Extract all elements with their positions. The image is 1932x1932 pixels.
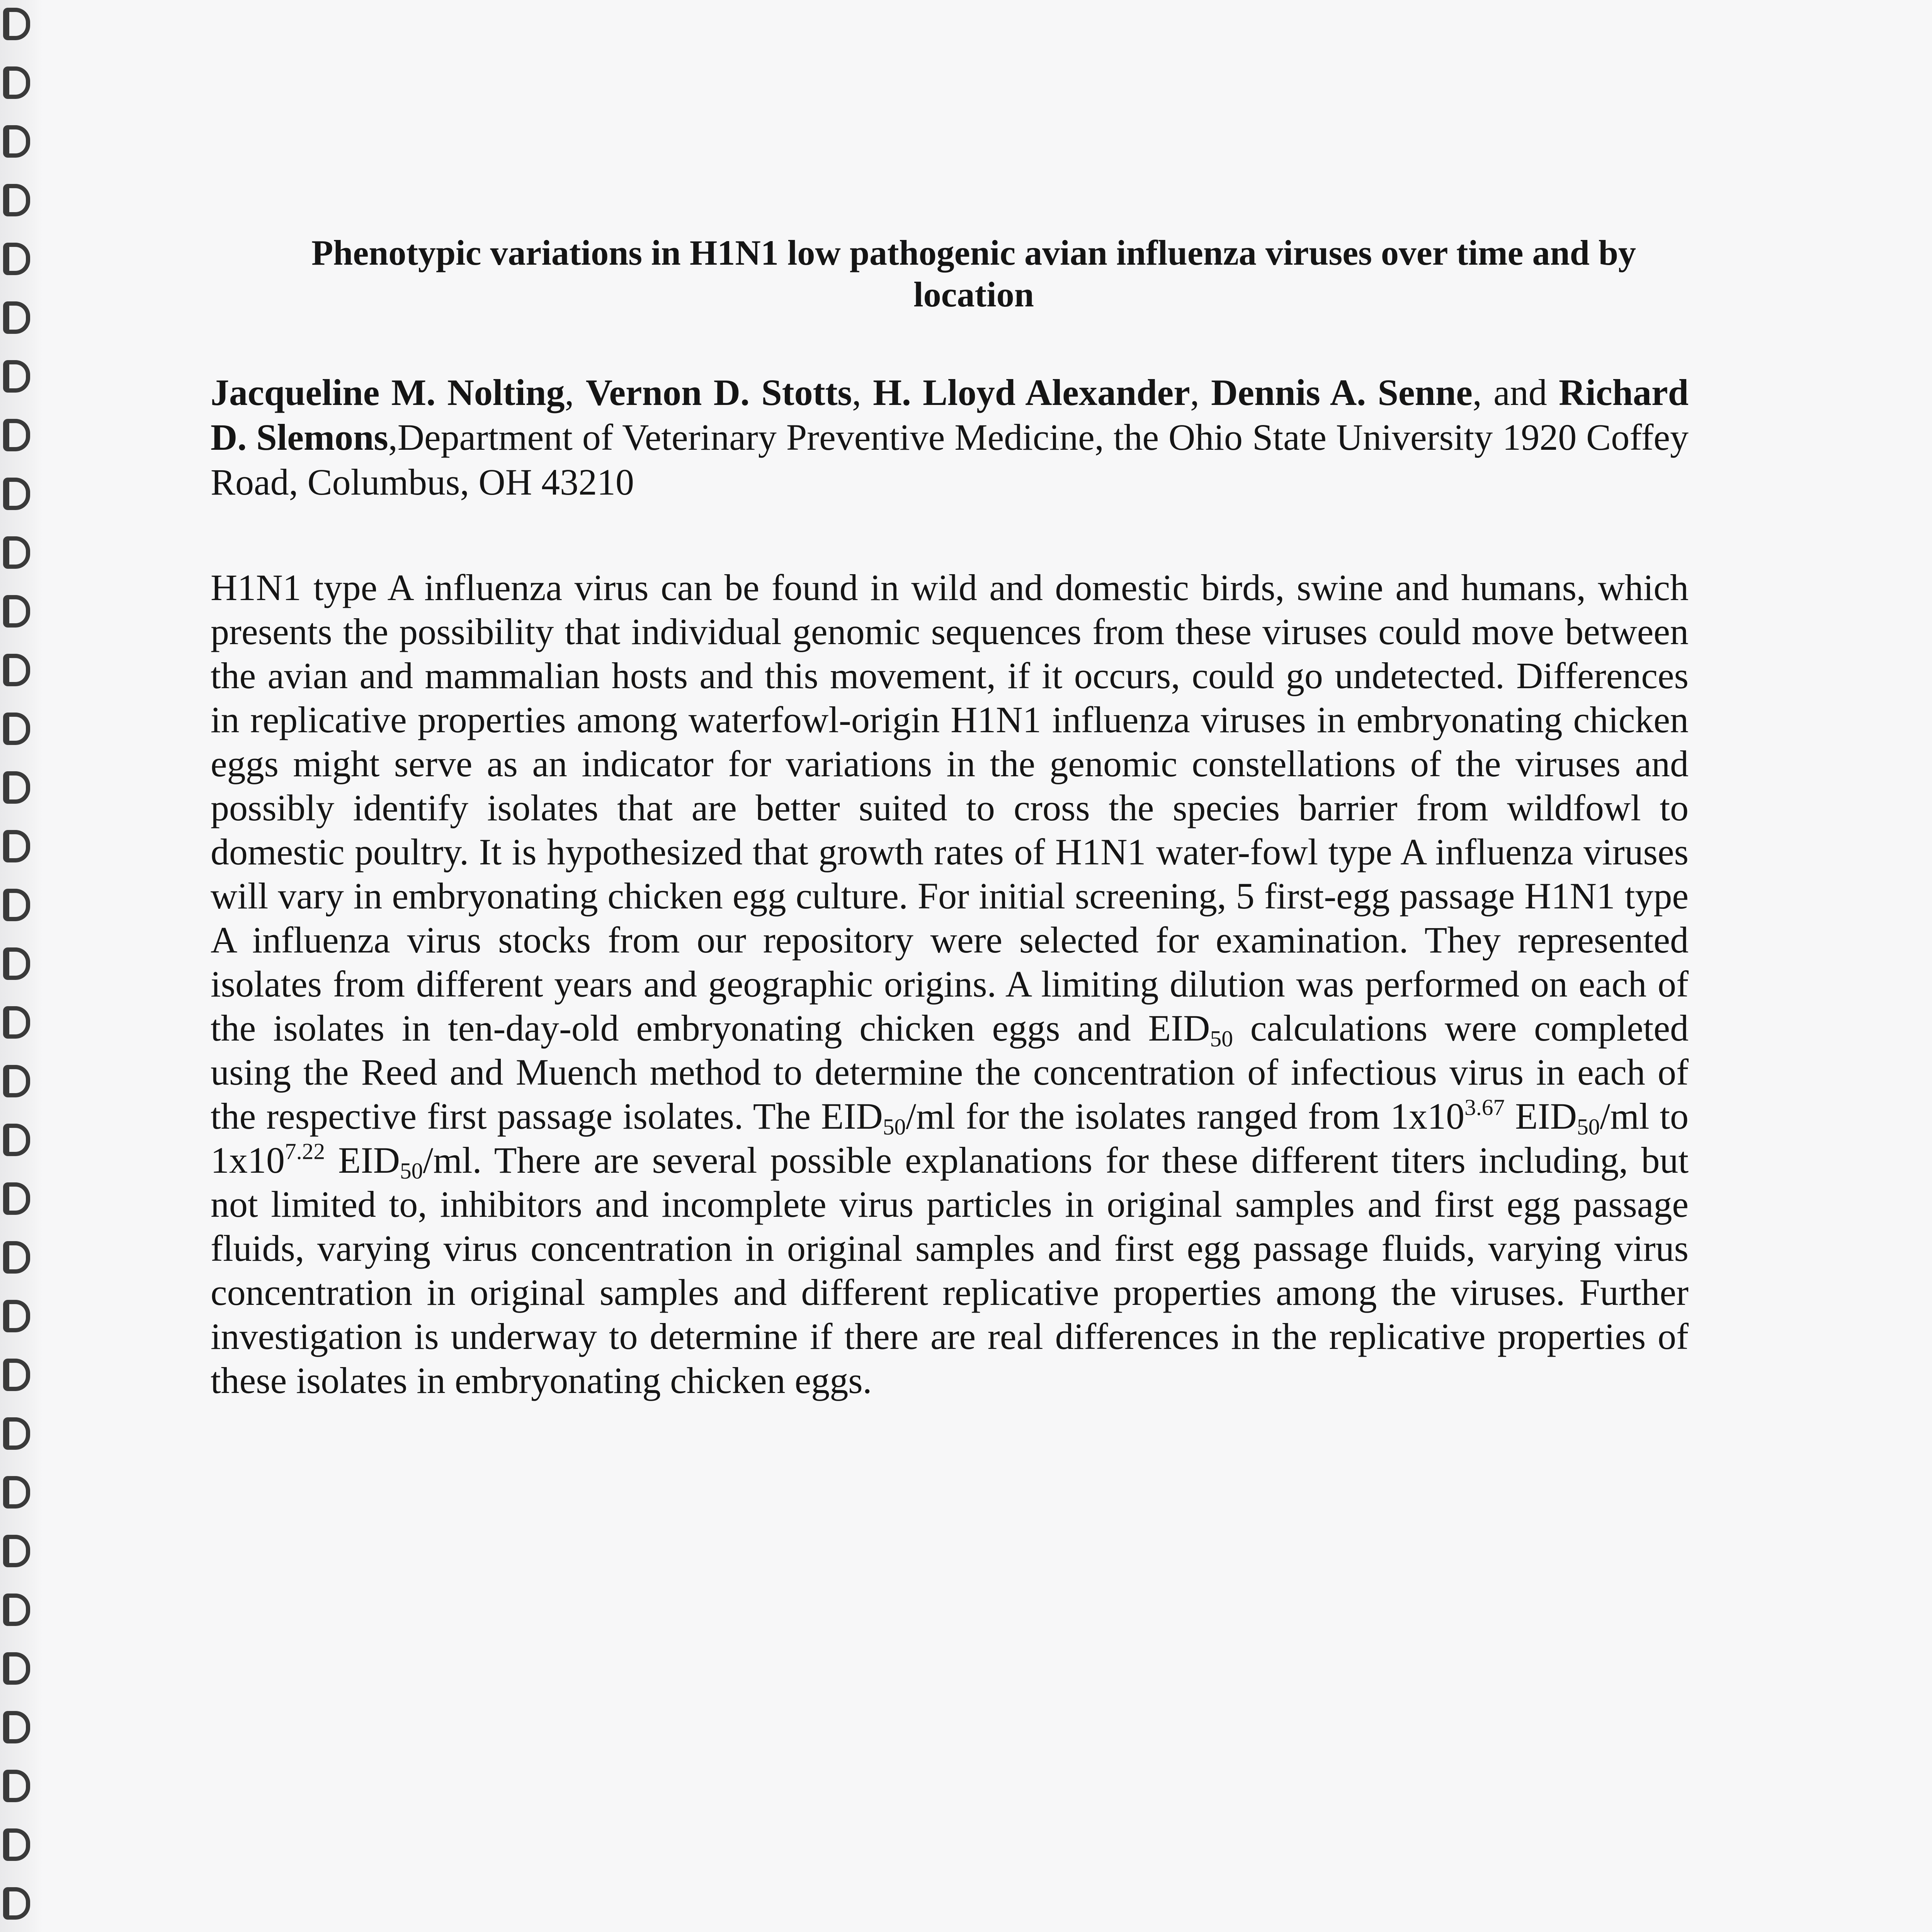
binding-ring [3, 595, 30, 628]
binding-ring [3, 1770, 30, 1802]
abstract-paragraph [211, 566, 1689, 1403]
author-separator: , [1190, 372, 1211, 413]
binding-ring [3, 184, 30, 216]
subscript: 50 [883, 1114, 906, 1139]
binding-ring [3, 1535, 30, 1567]
binding-ring [3, 66, 30, 99]
author-name: Dennis A. Senne [1211, 372, 1473, 413]
abstract-text: EID [325, 1139, 400, 1181]
abstract-text: /ml. There are several possible explanations for these different titers including, but not limited to, inhibitors and incomplete virus particles in original samples and first egg passage fluids, varying virus concentration in original samples and first egg passage fluids, varying virus concentration in original samples and different replicative properties among the viruses. Further investigation is underway to determine if there are real differences in the replicative properties of these isolates in embryonating chicken eggs. [211, 1139, 1689, 1401]
superscript: 7.22 [285, 1138, 325, 1164]
binding-ring [3, 1594, 30, 1626]
binding-ring [3, 830, 30, 862]
author-separator: , [565, 372, 586, 413]
author-block [211, 370, 1689, 505]
abstract-text: EID [1505, 1095, 1577, 1137]
binding-ring [3, 1828, 30, 1861]
author-name: Jacqueline M. Nolting [211, 372, 565, 413]
spiral-binding [0, 0, 43, 1932]
binding-ring [3, 1652, 30, 1685]
abstract-text: /ml for the isolates ranged from 1x10 [906, 1095, 1465, 1137]
author-separator: , and [1472, 372, 1559, 413]
binding-ring [3, 419, 30, 451]
binding-ring [3, 947, 30, 980]
author-separator: , [852, 372, 873, 413]
author-name: H. Lloyd Alexander [873, 372, 1190, 413]
author-separator: , [388, 417, 398, 458]
binding-ring [3, 1065, 30, 1097]
binding-ring [3, 1124, 30, 1156]
binding-ring [3, 125, 30, 158]
document-title: Phenotypic variations in H1N1 low pathogenic avian influenza viruses over time and by location [311, 233, 1636, 314]
binding-ring [3, 1711, 30, 1743]
subscript: 50 [400, 1158, 423, 1184]
affiliation: Department of Veterinary Preventive Medicine, the Ohio State University 1920 Coffey Road, Columbus, OH 43210 [211, 417, 1689, 503]
binding-ring [3, 478, 30, 510]
binding-ring [3, 243, 30, 275]
binding-ring [3, 889, 30, 921]
binding-ring [3, 360, 30, 393]
binding-ring [3, 536, 30, 569]
binding-ring [3, 713, 30, 745]
binding-ring [3, 1887, 30, 1920]
subscript: 50 [1210, 1026, 1233, 1051]
binding-ring [3, 654, 30, 686]
document-page [211, 232, 1689, 1440]
binding-ring [3, 771, 30, 804]
binding-ring [3, 1182, 30, 1215]
subscript: 50 [1577, 1114, 1600, 1139]
binding-ring [3, 1359, 30, 1391]
abstract-text: /ml to 1x10 [211, 1095, 1689, 1181]
binding-ring [3, 1300, 30, 1332]
binding-ring [3, 1241, 30, 1274]
abstract-text: calculations were completed using the Reed and Muench method to determine the concentration of infectious virus in each of the respective first passage isolates. The EID [211, 1007, 1689, 1137]
author-name: Richard D. Slemons [211, 372, 1689, 458]
binding-ring [3, 1476, 30, 1509]
abstract-text: H1N1 type A influenza virus can be found in wild and domestic birds, swine and humans, which presents the possibility that individual genomic sequences from these viruses could move between the avian and mammalian hosts and this movement, if it occurs, could go undetected. Differences in replicative properties among waterfowl-origin H1N1 influenza viruses in embryonating chicken eggs might serve as an indicator for variations in the genomic constellations of the viruses and possibly identify isolates that are better suited to cross the species barrier from wildfowl to domestic poultry. It is hypothesized that growth rates of H1N1 water-fowl type A influenza viruses will vary in embryonating chicken egg culture. For initial screening, 5 first-egg passage H1N1 type A influenza virus stocks from our repository were selected for examination. They represented isolates from different years and geographic origins. A limiting dilution was performed on each of the isolates in ten-day-old embryonating chicken eggs and EID [211, 567, 1689, 1049]
binding-ring [3, 1417, 30, 1450]
author-name: Vernon D. Stotts [585, 372, 852, 413]
binding-ring [3, 1006, 30, 1039]
superscript: 3.67 [1464, 1094, 1505, 1120]
binding-ring [3, 301, 30, 334]
binding-ring [3, 8, 30, 40]
